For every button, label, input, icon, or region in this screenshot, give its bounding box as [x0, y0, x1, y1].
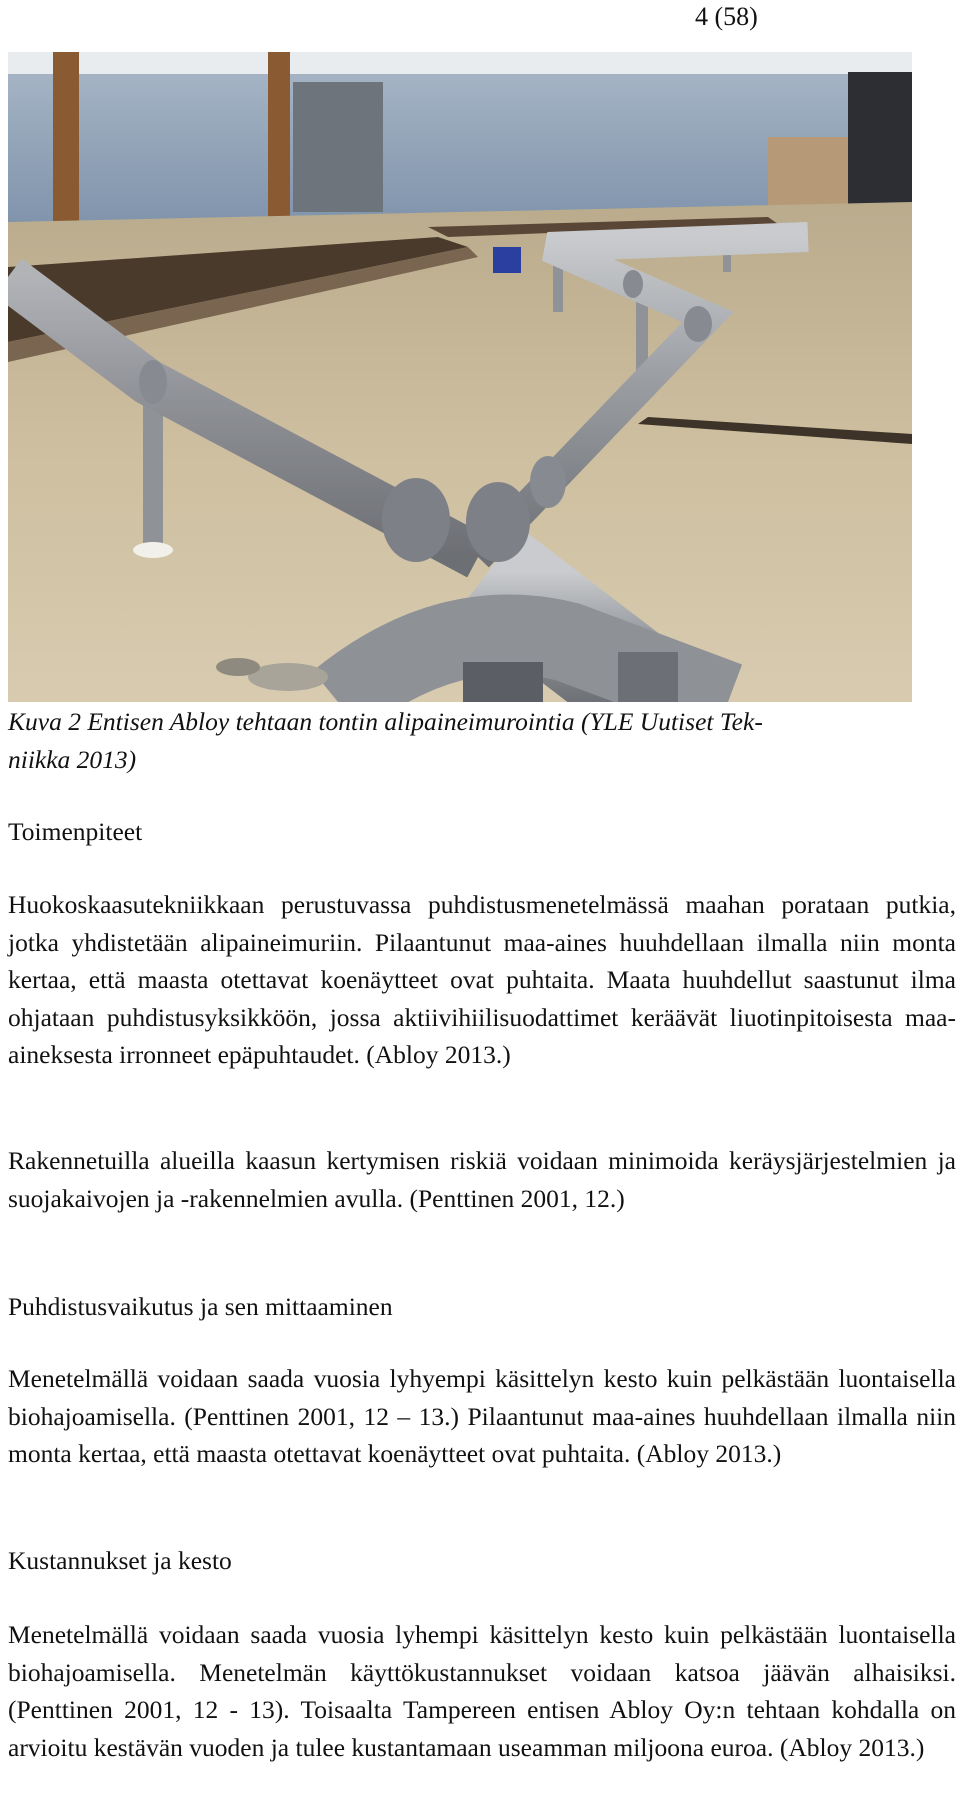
heading-toimenpiteet: Toimenpiteet: [8, 817, 143, 846]
paragraph-toimenpiteet-1: Huokoskaasutekniikkaan perustuvassa puhdistusmenetelmässä maahan porataan putkia, jotka yhdistetään alipaineimuriin. Pilaantunut maa-aines huuhdellaan ilmalla niin monta kertaa, että maasta otettavat koenäytteet ovat puhtaita. Maata huuhdellut saastunut ilma ohjataan puhdistusyksikköön, jossa aktiivihiilisuodattimet keräävät liuotinpitoisesta maaaineksesta irronneet epäpuhtaudet. (Abloy 2013.): [8, 890, 956, 1069]
paragraph-toimenpiteet-2: Rakennetuilla alueilla kaasun kertymisen riskiä voidaan minimoida keräysjärjestelmien ja suojakaivojen ja -rakennelmien avulla. (Penttinen 2001, 12.): [8, 1146, 956, 1213]
figure-caption-line-1: Kuva 2 Entisen Abloy tehtaan tontin alipaineimurointia (YLE Uutiset Tek-: [8, 707, 763, 736]
paragraph-kustannukset: Menetelmällä voidaan saada vuosia lyhempi käsittelyn kesto kuin pelkästään luontaisella biohajoamisella. Menetelmän käyttökustannukset voidaan katsoa jäävän alhaisiksi. (Penttinen 2001, 12 - 13). Toisaalta Tampereen entisen Abloy Oy:n tehtaan kohdalla on arvioitu kestävän vuoden ja tulee kustantamaan useamman miljoona euroa. (Abloy 2013.): [8, 1620, 956, 1762]
figure-photo: [8, 52, 912, 702]
heading-puhdistusvaikutus: Puhdistusvaikutus ja sen mittaaminen: [8, 1292, 393, 1321]
pipe-installation-photo: [8, 52, 912, 702]
page-number: 4 (58): [695, 2, 758, 31]
heading-kustannukset: Kustannukset ja kesto: [8, 1546, 232, 1575]
figure-caption: [8, 703, 956, 778]
figure-caption-line-2: niikka 2013): [8, 744, 137, 774]
paragraph-puhdistusvaikutus: Menetelmällä voidaan saada vuosia lyhyempi käsittelyn kesto kuin pelkästään luontaisella biohajoamisella. (Penttinen 2001, 12 – 13.) Pilaantunut maa-aines huuhdellaan ilmalla niin monta kertaa, että maasta otettavat koenäytteet ovat puhtaita. (Abloy 2013.): [8, 1364, 956, 1468]
